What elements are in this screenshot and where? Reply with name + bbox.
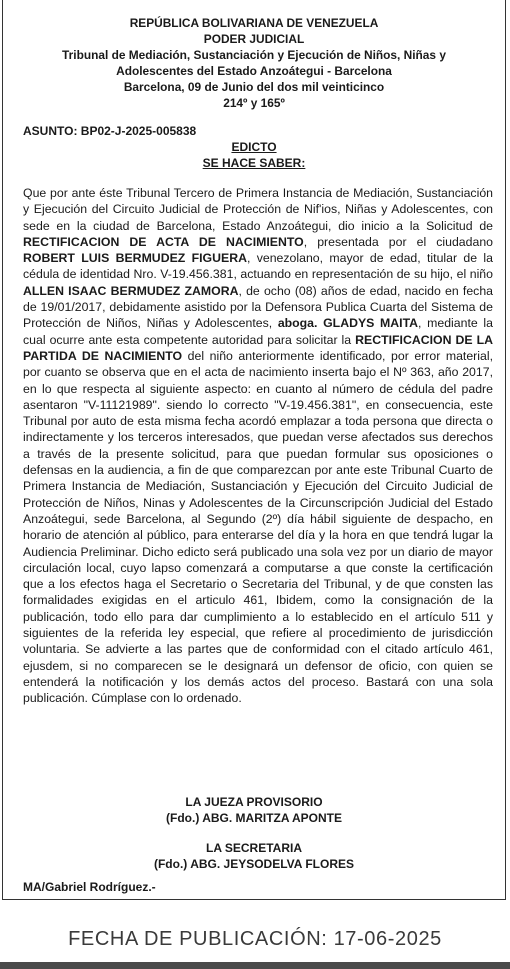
header-judicial-power: PODER JUDICIAL [203, 32, 305, 46]
bottom-bar [0, 962, 510, 969]
body-bold-2: ROBERT LUIS BERMUDEZ FIGUERA [23, 251, 247, 266]
body-text-6: del niño anteriormente identificado, por error material, por cuanto se observa que en el acta de nacimiento inserta bajo el Nº 363, año 2017, en lo que respecta al siguiente aspecto: en cuanto al número de cédula del padre asentaron "V-11121989". siendo lo correcto "V-19.456.381", en consecuencia, este Tribunal por auto de esta misma fecha acordó emplazar a toda persona que directa o indirectamente y los terceros interesados, que puedan verse afectados sus derechos a través de la presente solicitud, para que puedan formular sus oposiciones o defensas en la audiencia, a fin de que comparezcan por ante este Tribunal Cuarto de Primera Instancia de Mediación, Sustanciación y Ejecución del Circuito Judicial de Protección de Niños, Ninas y Adolescentes de la Circunscripción Judicial del Estado Anzoátegui, sede Barcelona, al Segundo (2º) día hábil siguiente de despacho, en horario de atención al público, para enterarse del día y la hora en que tendrá lugar la Audiencia Preliminar. Dicho edicto será publicado una sola vez por un diario de mayor circulación local, cuyo lapso comenzará a computarse a que conste la certificación que a los efectos haga el Secretario o Secretaria del Tribunal, y de que consten las formalidades exigidas en el articulo 461, Ibidem, como la consignación de la publicación, todo ello para dar cumplimiento a lo establecido en el artículo 511 y siguientes de la referida ley especial, que refiere al procedimiento de jurisdicción voluntaria. Se advierte a las partes que de conformidad con el citado artículo 461, ejusdem, si no comparecen se le designará un defensor de oficio, con quien se entenderá la notificación y los demás actos del proceso. Bastará con una sola publicación. Cúmplase con lo ordenado. [23, 348, 493, 706]
edicto-title: EDICTO [231, 140, 277, 154]
header-years: 214º y 165º [223, 96, 285, 110]
secretary-title: LA SECRETARIA [206, 841, 302, 855]
body-bold-4: aboga. GLADYS MAITA [277, 316, 419, 331]
judge-title: LA JUEZA PROVISORIO [185, 795, 323, 809]
header-tribunal: Tribunal de Mediación, Sustanciación y Ejecución de Niños, Niñas y [62, 48, 446, 62]
body-text-1: Que por ante éste Tribunal Tercero de Primera Instancia de Mediación, Sustanciación y Ejecución del Circuito Judicial de Protección de Nif'ios, Niñas y Adolescentes, con sede en la ciudad de Barcelona, Estado Anzoátegui, dio inicio a la Solicitud de [23, 186, 493, 233]
body-text-3: , venezolano, mayor de edad, titular de la cédula de identidad Nro. V-19.456.381, actuando en representación de su hijo, el niño [23, 251, 493, 282]
judge-signature [3, 794, 505, 826]
header-republic: REPÚBLICA BOLIVARIANA DE VENEZUELA [129, 16, 379, 30]
body-bold-3: ALLEN ISAAC BERMUDEZ ZAMORA [23, 283, 239, 298]
secretary-signature [3, 840, 505, 872]
notice-body [23, 185, 493, 707]
publication-date: FECHA DE PUBLICACIÓN: 17-06-2025 [68, 928, 442, 950]
secretary-name: (Fdo.) ABG. JEYSODELVA FLORES [153, 857, 354, 871]
legal-notice [2, 0, 506, 900]
judge-name: (Fdo.) ABG. MARITZA APONTE [166, 811, 342, 825]
body-text-2: , presentada por el ciudadano [303, 234, 494, 249]
author-initials: MA/Gabriel Rodríguez.- [23, 880, 156, 894]
body-bold-1: RECTIFICACION DE ACTA DE NACIMIENTO [23, 234, 304, 249]
header-date: Barcelona, 09 de Junio del dos mil veinticinco [123, 80, 385, 94]
case-number: ASUNTO: BP02-J-2025-005838 [23, 124, 197, 138]
se-hace-saber-title: SE HACE SABER: [202, 156, 306, 170]
body-text-5: , mediante la cual ocurre ante esta competente autoridad para solicitar la [23, 316, 493, 347]
court-header [3, 15, 505, 111]
header-state: Adolescentes del Estado Anzoátegui - Barcelona [116, 64, 392, 78]
body-bold-5: RECTIFICACION DE LA PARTIDA DE NACIMIENTO [23, 332, 493, 363]
body-text-4: , de ocho (08) años de edad, nacido en fecha de 19/01/2017, debidamente asistido por la Defensora Publica Cuarta del Sistema de Protección de Niños, Niñas y Adolescentes, [23, 283, 493, 331]
notice-title [3, 139, 505, 171]
